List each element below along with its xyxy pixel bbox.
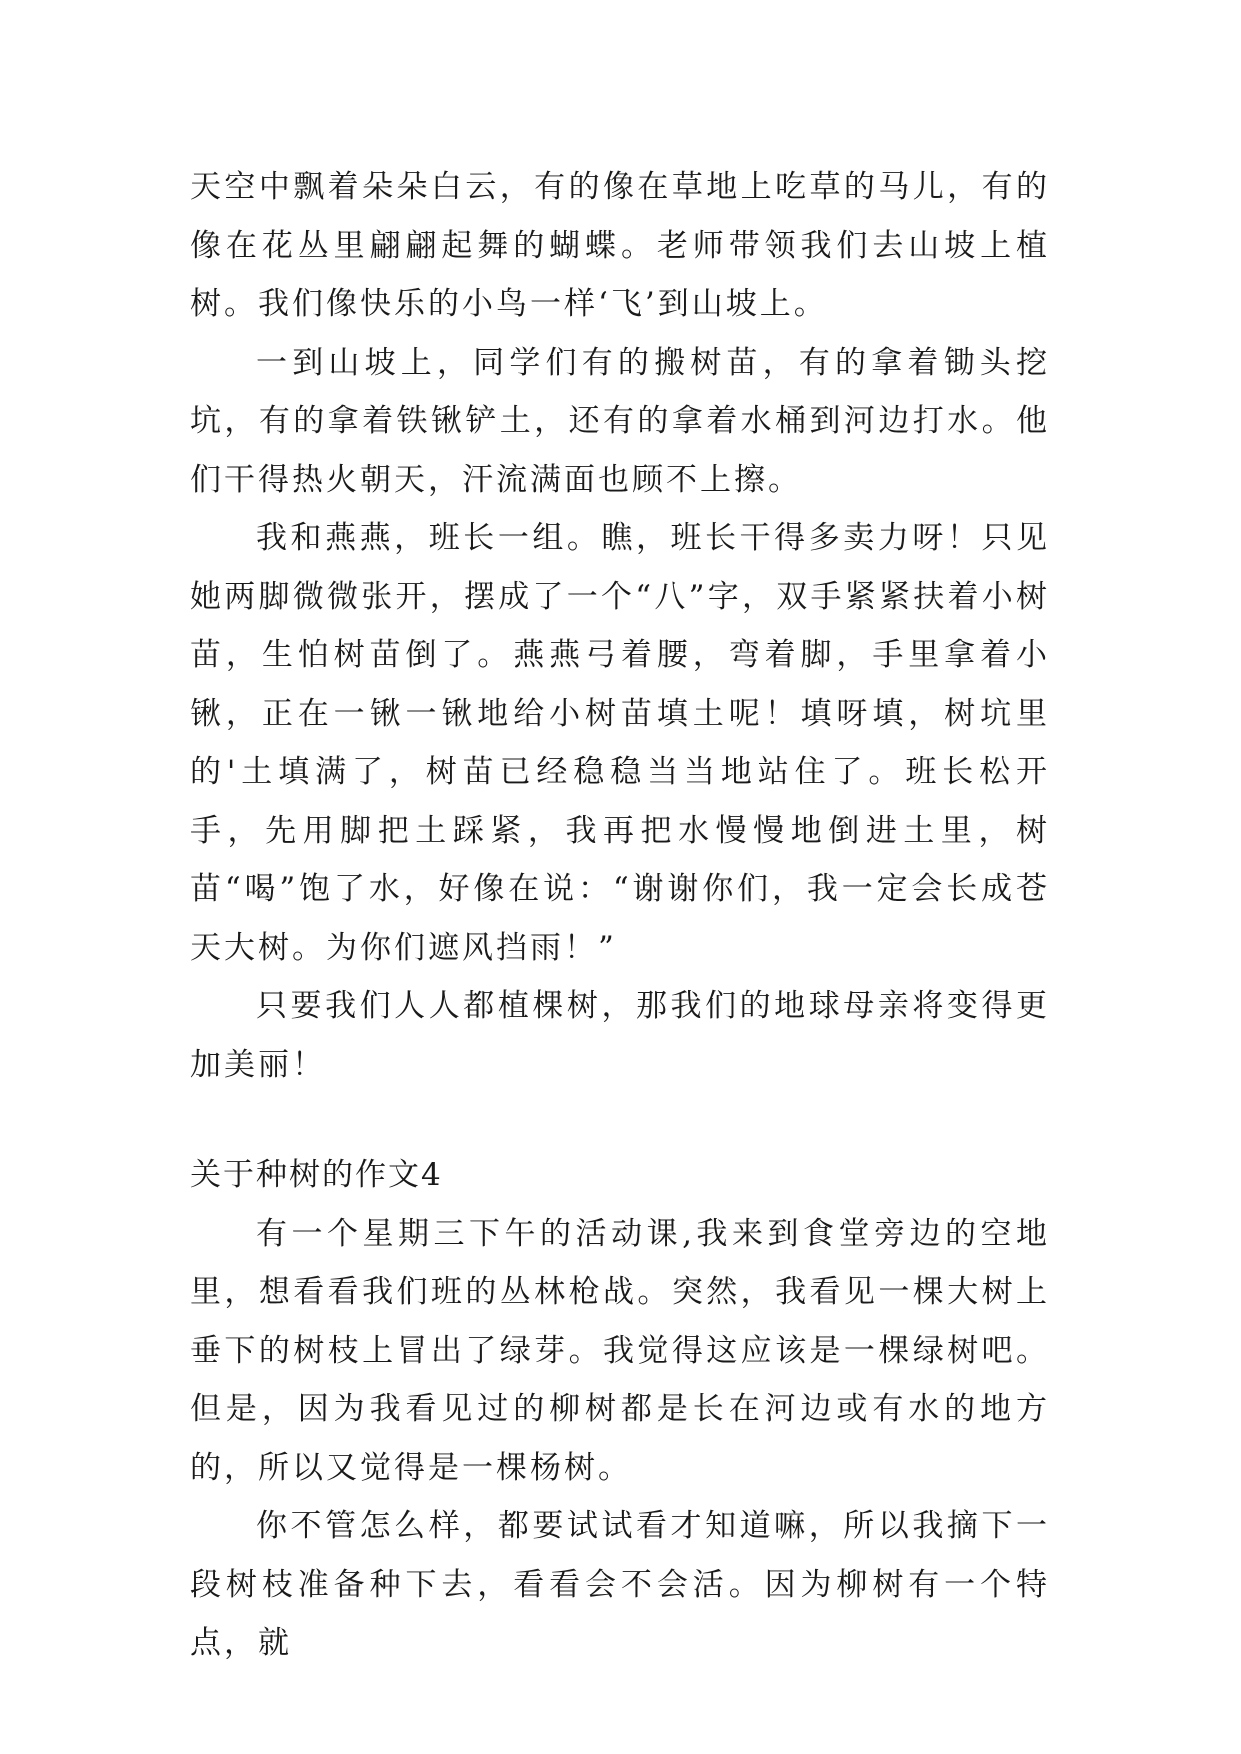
paragraph-activity-class: 有一个星期三下午的活动课,我来到食堂旁边的空地里，想看看我们班的丛林枪战。突然，我看见一棵大树上垂下的树枝上冒出了绿芽。我觉得这应该是一棵绿树吧。但是，因为我看见过的柳树都是长在河边或有水的地方的，所以又觉得是一棵杨树。 [190,1215,1050,1486]
paragraph-hillside-work: 一到山坡上，同学们有的搬树苗，有的拿着锄头挖坑，有的拿着铁锹铲土，还有的拿着水桶到河边打水。他们干得热火朝天，汗流满面也顾不上擦。 [190,344,1050,498]
paragraph-planting-team: 我和燕燕，班长一组。瞧，班长干得多卖力呀！只见她两脚微微张开，摆成了一个“八”字，双手紧紧扶着小树苗，生怕树苗倒了。燕燕弓着腰，弯着脚，手里拿着小锹，正在一锹一锹地给小树苗填土呢！填呀填，树坑里的'土填满了，树苗已经稳稳当当地站住了。班长松开手，先用脚把土踩紧，我再把水慢慢地倒进土里，树苗“喝”饱了水，好像在说：“谢谢你们，我一定会长成苍天大树。为你们遮风挡雨！” [190,520,1050,966]
article-body [190,158,1050,1673]
paragraph-sky-clouds: 天空中飘着朵朵白云，有的像在草地上吃草的马儿，有的像在花丛里翩翩起舞的蝴蝶。老师带领我们去山坡上植树。我们像快乐的小鸟一样‘飞’到山坡上。 [190,169,1050,322]
section-title: 关于种树的作文4 [190,1157,443,1193]
paragraph-conclusion: 只要我们人人都植棵树，那我们的地球母亲将变得更加美丽！ [190,988,1050,1083]
paragraph-willow-branch: 你不管怎么样，都要试试看才知道嘛，所以我摘下一段树枝准备种下去，看看会不会活。因为柳树有一个特点，就 [190,1508,1050,1661]
